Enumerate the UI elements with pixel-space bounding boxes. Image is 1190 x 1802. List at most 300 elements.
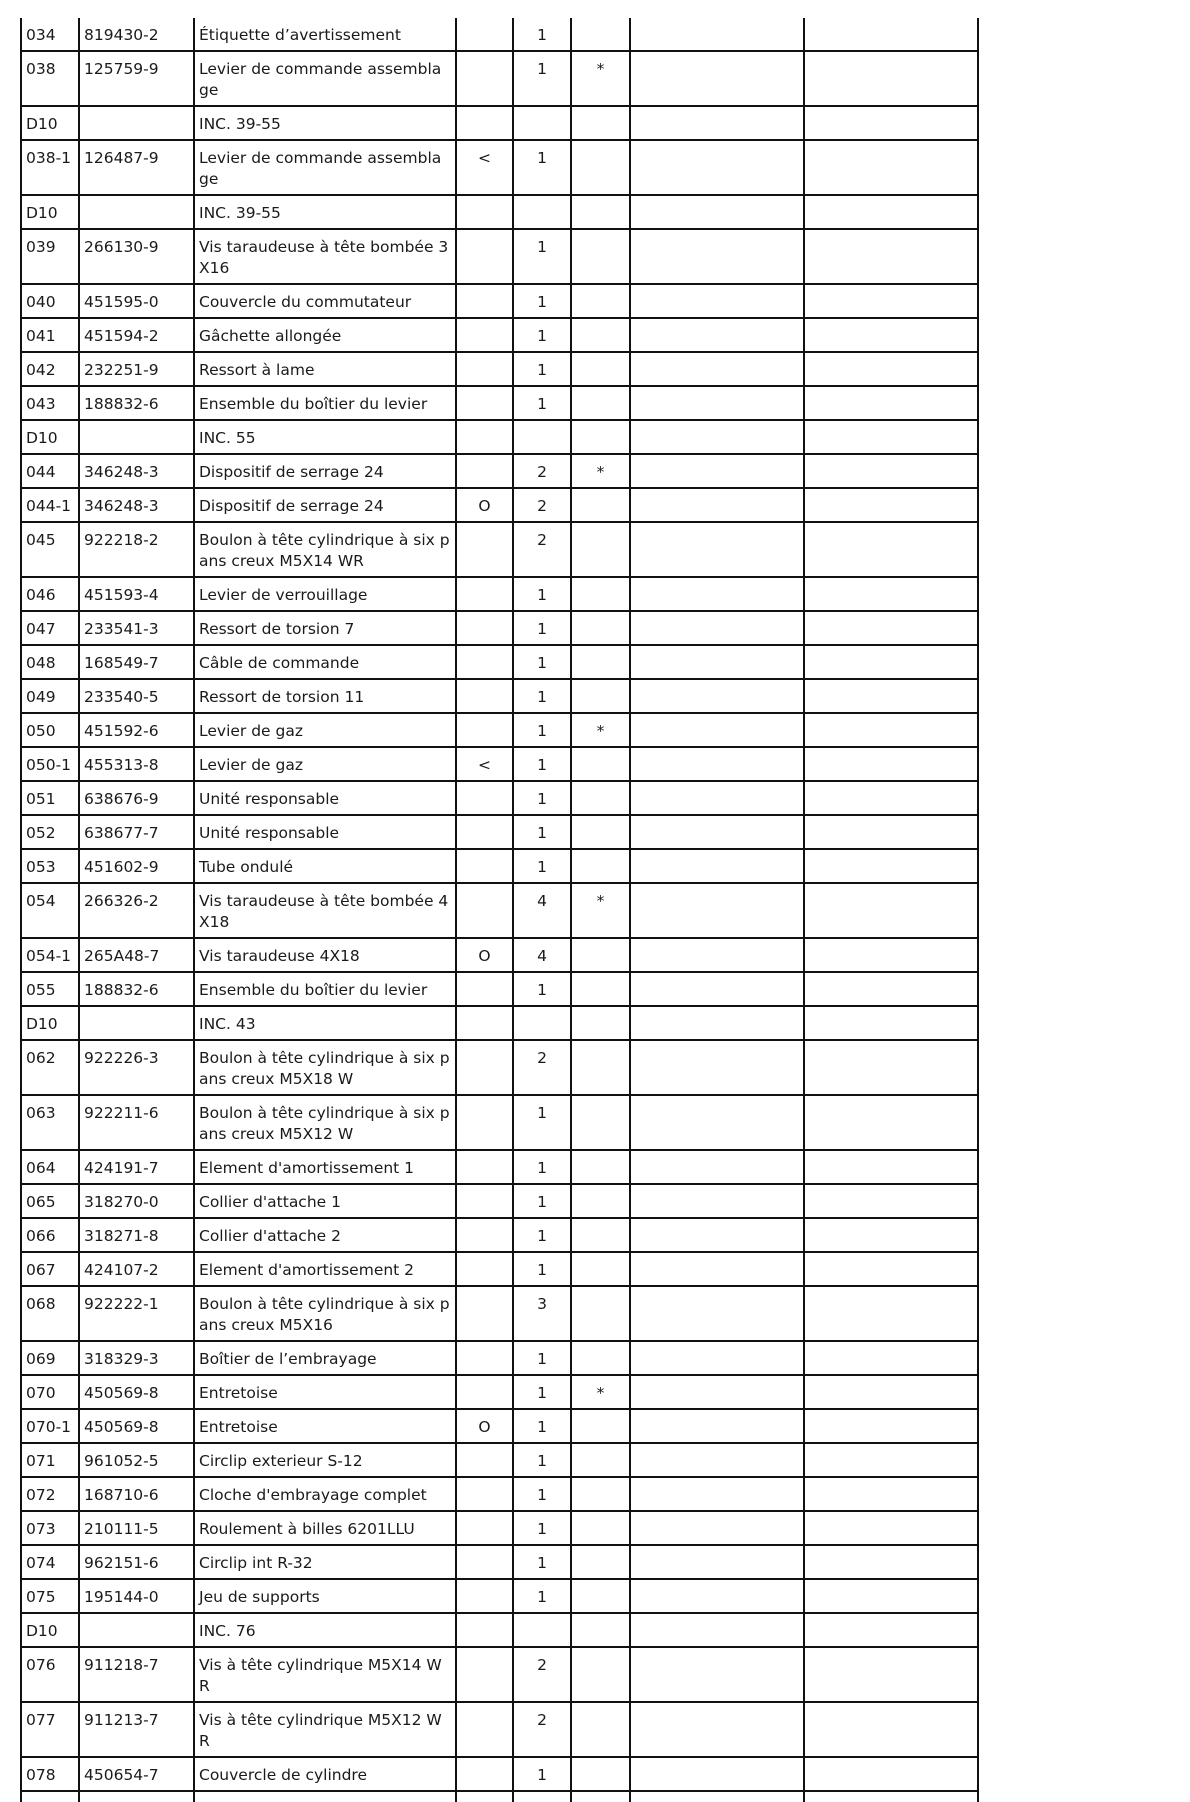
description-cell: Boîtier de l’embrayage (194, 1341, 456, 1375)
note-cell (456, 1545, 513, 1579)
blank-cell-2 (804, 645, 978, 679)
quantity-cell: 2 (513, 454, 571, 488)
mark-cell (571, 522, 630, 577)
item-number-cell: 068 (21, 1286, 79, 1341)
note-cell (456, 1040, 513, 1095)
item-number-cell: 048 (21, 645, 79, 679)
part-number-cell: 638677-7 (79, 815, 194, 849)
description-cell: Entretoise (194, 1375, 456, 1409)
blank-cell-1 (630, 1647, 804, 1702)
description-cell: Boulon à tête cylindrique à six pans creux M5X18 W (194, 1040, 456, 1095)
part-number-cell: 424107-2 (79, 1252, 194, 1286)
item-number-cell: D10 (21, 1613, 79, 1647)
note-cell (456, 318, 513, 352)
description-cell: Element d'amortissement 2 (194, 1252, 456, 1286)
part-number-cell: 922211-6 (79, 1095, 194, 1150)
item-number-cell: 078 (21, 1757, 79, 1791)
quantity-cell: 1 (513, 229, 571, 284)
part-number-cell: 195144-0 (79, 1579, 194, 1613)
description-cell: INC. 55 (194, 420, 456, 454)
blank-cell-1 (630, 938, 804, 972)
blank-cell-2 (804, 781, 978, 815)
table-row (21, 972, 978, 1006)
blank-cell-2 (804, 522, 978, 577)
item-number-cell: 053 (21, 849, 79, 883)
item-number-cell: D10 (21, 1006, 79, 1040)
part-number-cell: 168710-6 (79, 1477, 194, 1511)
description-cell: Levier de commande assemblage (194, 51, 456, 106)
quantity-cell: 1 (513, 611, 571, 645)
description-cell: INC. 39-55 (194, 195, 456, 229)
item-number-cell: 073 (21, 1511, 79, 1545)
item-number-cell: 055 (21, 972, 79, 1006)
description-cell: Couvercle de cylindre (194, 1757, 456, 1791)
item-number-cell: 070 (21, 1375, 79, 1409)
item-number-cell: 062 (21, 1040, 79, 1095)
description-cell: Câble de commande (194, 645, 456, 679)
description-cell: Ressort à lame (194, 352, 456, 386)
note-cell: < (456, 747, 513, 781)
table-row (21, 883, 978, 938)
note-cell (456, 1579, 513, 1613)
part-number-cell (79, 195, 194, 229)
table-row (21, 781, 978, 815)
mark-cell (571, 1006, 630, 1040)
description-cell: Circlip int R-32 (194, 1545, 456, 1579)
item-number-cell: 044 (21, 454, 79, 488)
note-cell (456, 1511, 513, 1545)
note-cell (456, 1477, 513, 1511)
table-row (21, 1647, 978, 1702)
blank-cell-2 (804, 1375, 978, 1409)
mark-cell (571, 938, 630, 972)
blank-cell-1 (630, 1375, 804, 1409)
blank-cell-1 (630, 106, 804, 140)
item-number-cell: 074 (21, 1545, 79, 1579)
blank-cell-2 (804, 386, 978, 420)
table-row (21, 1702, 978, 1757)
cut-cell (21, 1791, 79, 1802)
part-number-cell: 233541-3 (79, 611, 194, 645)
note-cell (456, 1184, 513, 1218)
mark-cell (571, 1218, 630, 1252)
quantity-cell (513, 1006, 571, 1040)
mark-cell (571, 1409, 630, 1443)
blank-cell-1 (630, 1006, 804, 1040)
item-number-cell: 054 (21, 883, 79, 938)
item-number-cell: 065 (21, 1184, 79, 1218)
blank-cell-1 (630, 488, 804, 522)
item-number-cell: 076 (21, 1647, 79, 1702)
mark-cell (571, 1443, 630, 1477)
mark-cell (571, 577, 630, 611)
blank-cell-1 (630, 679, 804, 713)
blank-cell-2 (804, 195, 978, 229)
part-number-cell: 346248-3 (79, 488, 194, 522)
table-row (21, 611, 978, 645)
note-cell (456, 420, 513, 454)
table-row (21, 1375, 978, 1409)
table-row (21, 1409, 978, 1443)
note-cell (456, 849, 513, 883)
description-cell: Cloche d'embrayage complet (194, 1477, 456, 1511)
table-row (21, 318, 978, 352)
description-cell: Dispositif de serrage 24 (194, 488, 456, 522)
item-number-cell: 071 (21, 1443, 79, 1477)
note-cell (456, 611, 513, 645)
description-cell: Levier de gaz (194, 713, 456, 747)
blank-cell-2 (804, 1613, 978, 1647)
item-number-cell: 046 (21, 577, 79, 611)
quantity-cell: 1 (513, 1409, 571, 1443)
table-row (21, 229, 978, 284)
blank-cell-2 (804, 140, 978, 195)
mark-cell (571, 972, 630, 1006)
blank-cell-2 (804, 1286, 978, 1341)
mark-cell: * (571, 51, 630, 106)
quantity-cell: 1 (513, 972, 571, 1006)
quantity-cell: 2 (513, 488, 571, 522)
blank-cell-2 (804, 1184, 978, 1218)
blank-cell-2 (804, 1647, 978, 1702)
blank-cell-2 (804, 18, 978, 51)
blank-cell-1 (630, 1218, 804, 1252)
quantity-cell: 1 (513, 1511, 571, 1545)
note-cell (456, 195, 513, 229)
item-number-cell: 064 (21, 1150, 79, 1184)
note-cell (456, 1757, 513, 1791)
note-cell (456, 1095, 513, 1150)
mark-cell: * (571, 454, 630, 488)
note-cell (456, 1252, 513, 1286)
blank-cell-2 (804, 318, 978, 352)
description-cell: Unité responsable (194, 815, 456, 849)
quantity-cell: 1 (513, 1184, 571, 1218)
note-cell (456, 51, 513, 106)
note-cell: O (456, 938, 513, 972)
blank-cell-2 (804, 1409, 978, 1443)
quantity-cell: 1 (513, 386, 571, 420)
cut-cell (194, 1791, 456, 1802)
quantity-cell: 1 (513, 1579, 571, 1613)
table-row (21, 1286, 978, 1341)
quantity-cell (513, 195, 571, 229)
note-cell (456, 1613, 513, 1647)
note-cell (456, 1702, 513, 1757)
table-row (21, 815, 978, 849)
note-cell (456, 577, 513, 611)
item-number-cell: 069 (21, 1341, 79, 1375)
part-number-cell: 450569-8 (79, 1409, 194, 1443)
part-number-cell: 318329-3 (79, 1341, 194, 1375)
blank-cell-2 (804, 1579, 978, 1613)
blank-cell-1 (630, 781, 804, 815)
item-number-cell: 072 (21, 1477, 79, 1511)
note-cell (456, 229, 513, 284)
description-cell: Vis taraudeuse 4X18 (194, 938, 456, 972)
item-number-cell: 034 (21, 18, 79, 51)
table-row (21, 849, 978, 883)
part-number-cell: 911218-7 (79, 1647, 194, 1702)
mark-cell (571, 386, 630, 420)
description-cell: Levier de verrouillage (194, 577, 456, 611)
quantity-cell: 1 (513, 1545, 571, 1579)
part-number-cell: 233540-5 (79, 679, 194, 713)
blank-cell-1 (630, 420, 804, 454)
blank-cell-1 (630, 1443, 804, 1477)
blank-cell-2 (804, 972, 978, 1006)
blank-cell-1 (630, 883, 804, 938)
item-number-cell: 042 (21, 352, 79, 386)
note-cell (456, 386, 513, 420)
blank-cell-2 (804, 1511, 978, 1545)
blank-cell-2 (804, 1095, 978, 1150)
part-number-cell: 210111-5 (79, 1511, 194, 1545)
blank-cell-2 (804, 577, 978, 611)
description-cell: Vis à tête cylindrique M5X12 WR (194, 1702, 456, 1757)
description-cell: INC. 43 (194, 1006, 456, 1040)
part-number-cell: 451594-2 (79, 318, 194, 352)
blank-cell-1 (630, 972, 804, 1006)
note-cell (456, 1443, 513, 1477)
description-cell: Vis à tête cylindrique M5X14 WR (194, 1647, 456, 1702)
note-cell (456, 1006, 513, 1040)
quantity-cell: 2 (513, 522, 571, 577)
part-number-cell: 188832-6 (79, 386, 194, 420)
table-row (21, 106, 978, 140)
table-row (21, 1218, 978, 1252)
part-number-cell (79, 1613, 194, 1647)
description-cell: Couvercle du commutateur (194, 284, 456, 318)
description-cell: Ensemble du boîtier du levier (194, 972, 456, 1006)
table-row (21, 713, 978, 747)
table-row (21, 1341, 978, 1375)
blank-cell-2 (804, 883, 978, 938)
note-cell (456, 1375, 513, 1409)
part-number-cell: 424191-7 (79, 1150, 194, 1184)
part-number-cell (79, 106, 194, 140)
blank-cell-1 (630, 645, 804, 679)
quantity-cell: 1 (513, 815, 571, 849)
mark-cell (571, 1184, 630, 1218)
blank-cell-1 (630, 611, 804, 645)
part-number-cell: 911213-7 (79, 1702, 194, 1757)
table-row (21, 140, 978, 195)
blank-cell-1 (630, 1579, 804, 1613)
mark-cell (571, 140, 630, 195)
description-cell: Dispositif de serrage 24 (194, 454, 456, 488)
blank-cell-2 (804, 815, 978, 849)
quantity-cell: 1 (513, 1252, 571, 1286)
part-number-cell: 318270-0 (79, 1184, 194, 1218)
item-number-cell: 066 (21, 1218, 79, 1252)
table-row (21, 1613, 978, 1647)
blank-cell-1 (630, 1477, 804, 1511)
mark-cell (571, 488, 630, 522)
item-number-cell: 049 (21, 679, 79, 713)
mark-cell: * (571, 1375, 630, 1409)
blank-cell-1 (630, 1286, 804, 1341)
part-number-cell: 451602-9 (79, 849, 194, 883)
quantity-cell: 2 (513, 1702, 571, 1757)
quantity-cell (513, 1613, 571, 1647)
mark-cell (571, 1511, 630, 1545)
table-row (21, 488, 978, 522)
note-cell: O (456, 1409, 513, 1443)
description-cell: Vis taraudeuse à tête bombée 4X18 (194, 883, 456, 938)
item-number-cell: D10 (21, 106, 79, 140)
quantity-cell: 1 (513, 713, 571, 747)
table-row (21, 1252, 978, 1286)
table-row (21, 1477, 978, 1511)
mark-cell (571, 229, 630, 284)
table-row (21, 420, 978, 454)
blank-cell-1 (630, 1341, 804, 1375)
table-row (21, 386, 978, 420)
blank-cell-2 (804, 679, 978, 713)
part-number-cell: 266326-2 (79, 883, 194, 938)
item-number-cell: D10 (21, 420, 79, 454)
quantity-cell: 1 (513, 318, 571, 352)
description-cell: Collier d'attache 1 (194, 1184, 456, 1218)
mark-cell (571, 849, 630, 883)
mark-cell (571, 318, 630, 352)
mark-cell (571, 18, 630, 51)
description-cell: Gâchette allongée (194, 318, 456, 352)
part-number-cell: 450654-7 (79, 1757, 194, 1791)
part-number-cell: 451593-4 (79, 577, 194, 611)
quantity-cell: 1 (513, 645, 571, 679)
description-cell: Roulement à billes 6201LLU (194, 1511, 456, 1545)
blank-cell-2 (804, 284, 978, 318)
blank-cell-1 (630, 1757, 804, 1791)
note-cell (456, 815, 513, 849)
part-number-cell: 451595-0 (79, 284, 194, 318)
description-cell: Ressort de torsion 7 (194, 611, 456, 645)
parts-table (20, 18, 979, 1802)
mark-cell (571, 1647, 630, 1702)
mark-cell (571, 1579, 630, 1613)
blank-cell-2 (804, 1218, 978, 1252)
note-cell (456, 713, 513, 747)
item-number-cell: 038 (21, 51, 79, 106)
part-number-cell (79, 420, 194, 454)
description-cell: Element d'amortissement 1 (194, 1150, 456, 1184)
note-cell (456, 1341, 513, 1375)
note-cell (456, 1150, 513, 1184)
quantity-cell: 1 (513, 1150, 571, 1184)
table-row (21, 747, 978, 781)
cut-cell (630, 1791, 804, 1802)
table-row (21, 454, 978, 488)
note-cell (456, 106, 513, 140)
description-cell: INC. 39-55 (194, 106, 456, 140)
note-cell (456, 454, 513, 488)
note-cell (456, 679, 513, 713)
table-row-cut (21, 1791, 978, 1802)
table-row (21, 1443, 978, 1477)
part-number-cell: 265A48-7 (79, 938, 194, 972)
item-number-cell: 077 (21, 1702, 79, 1757)
part-number-cell: 125759-9 (79, 51, 194, 106)
quantity-cell: 1 (513, 577, 571, 611)
blank-cell-2 (804, 1477, 978, 1511)
blank-cell-1 (630, 1150, 804, 1184)
quantity-cell: 1 (513, 140, 571, 195)
part-number-cell: 451592-6 (79, 713, 194, 747)
part-number-cell: 318271-8 (79, 1218, 194, 1252)
description-cell: Vis taraudeuse à tête bombée 3X16 (194, 229, 456, 284)
blank-cell-1 (630, 849, 804, 883)
blank-cell-1 (630, 1545, 804, 1579)
blank-cell-2 (804, 51, 978, 106)
mark-cell (571, 1040, 630, 1095)
description-cell: Levier de gaz (194, 747, 456, 781)
table-row (21, 1040, 978, 1095)
quantity-cell: 4 (513, 938, 571, 972)
blank-cell-2 (804, 1545, 978, 1579)
blank-cell-2 (804, 849, 978, 883)
description-cell: Entretoise (194, 1409, 456, 1443)
table-row (21, 51, 978, 106)
blank-cell-1 (630, 1409, 804, 1443)
blank-cell-2 (804, 229, 978, 284)
mark-cell (571, 1477, 630, 1511)
note-cell (456, 883, 513, 938)
blank-cell-1 (630, 1252, 804, 1286)
mark-cell: * (571, 883, 630, 938)
part-number-cell: 450569-8 (79, 1375, 194, 1409)
blank-cell-1 (630, 1184, 804, 1218)
quantity-cell (513, 420, 571, 454)
part-number-cell: 455313-8 (79, 747, 194, 781)
blank-cell-2 (804, 747, 978, 781)
blank-cell-2 (804, 1150, 978, 1184)
note-cell (456, 284, 513, 318)
table-row (21, 645, 978, 679)
quantity-cell: 1 (513, 1757, 571, 1791)
quantity-cell: 1 (513, 1095, 571, 1150)
description-cell: Étiquette d’avertissement (194, 18, 456, 51)
blank-cell-2 (804, 1341, 978, 1375)
mark-cell (571, 1545, 630, 1579)
parts-list-sheet (20, 18, 979, 1802)
table-row (21, 352, 978, 386)
mark-cell (571, 645, 630, 679)
item-number-cell: 040 (21, 284, 79, 318)
quantity-cell: 1 (513, 51, 571, 106)
blank-cell-1 (630, 1040, 804, 1095)
table-row (21, 938, 978, 972)
blank-cell-1 (630, 284, 804, 318)
description-cell: Tube ondulé (194, 849, 456, 883)
mark-cell (571, 781, 630, 815)
blank-cell-1 (630, 1613, 804, 1647)
blank-cell-2 (804, 1443, 978, 1477)
description-cell: Circlip exterieur S-12 (194, 1443, 456, 1477)
item-number-cell: 054-1 (21, 938, 79, 972)
table-row (21, 1184, 978, 1218)
note-cell (456, 352, 513, 386)
table-row (21, 1006, 978, 1040)
part-number-cell: 922218-2 (79, 522, 194, 577)
mark-cell (571, 1095, 630, 1150)
mark-cell (571, 1702, 630, 1757)
description-cell: Ressort de torsion 11 (194, 679, 456, 713)
part-number-cell: 126487-9 (79, 140, 194, 195)
quantity-cell: 2 (513, 1647, 571, 1702)
quantity-cell: 1 (513, 1477, 571, 1511)
